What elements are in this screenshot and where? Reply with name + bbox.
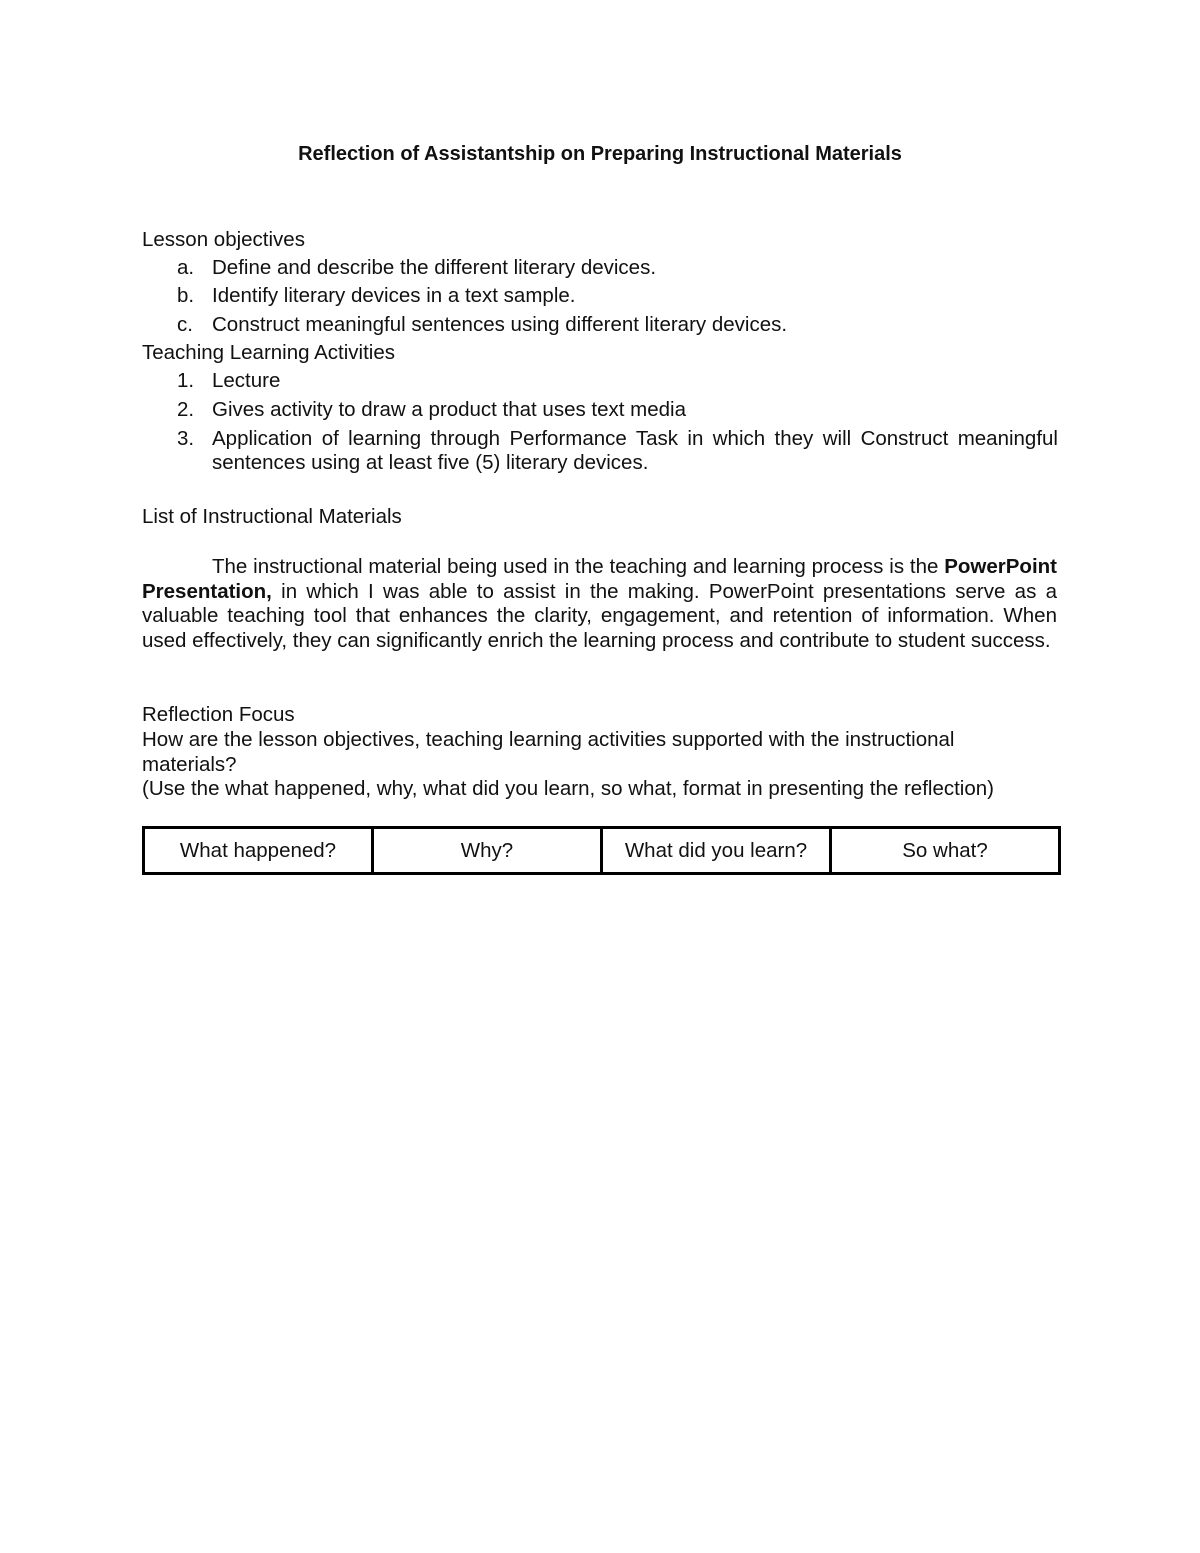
activity-marker-3: 3. xyxy=(177,427,195,450)
table-header-what-happened: What happened? xyxy=(144,828,373,874)
paragraph-bold-text: PowerPoint Presentation, xyxy=(142,555,1057,603)
activity-text-3: Application of learning through Performance Task in which they will Construct meaningful sentences using at least five (5) literary devices. xyxy=(212,427,1058,474)
reflection-table xyxy=(142,826,1061,875)
activity-marker-2: 2. xyxy=(177,398,195,421)
document-title: Reflection of Assistantship on Preparing Instructional Materials xyxy=(298,143,902,165)
activity-text-1: Lecture xyxy=(212,369,281,392)
reflection-focus-heading: Reflection Focus xyxy=(142,703,295,726)
table-header-so-what: So what? xyxy=(831,828,1060,874)
objective-text-c: Construct meaningful sentences using different literary devices. xyxy=(212,313,788,336)
reflection-focus-question: How are the lesson objectives, teaching learning activities supported with the instructional materials? xyxy=(142,728,955,776)
objective-text-a: Define and describe the different literary devices. xyxy=(212,256,657,279)
instructional-materials-paragraph xyxy=(142,555,1057,653)
objective-marker-a: a. xyxy=(177,256,195,279)
objective-marker-c: c. xyxy=(177,313,193,336)
lesson-objectives-heading: Lesson objectives xyxy=(142,228,305,251)
table-header-row xyxy=(144,828,1060,874)
objective-marker-b: b. xyxy=(177,284,195,307)
paragraph-text-end: in which I was able to assist in the making. PowerPoint presentations serve as a valuable teaching tool that enhances the clarity, engagement, and retention of information. When used effectively, they can significantly enrich the learning process and contribute to student success. xyxy=(142,579,1057,652)
table-header-what-did-you-learn: What did you learn? xyxy=(602,828,831,874)
activity-marker-1: 1. xyxy=(177,369,195,392)
teaching-activities-heading: Teaching Learning Activities xyxy=(142,341,395,364)
activity-text-2: Gives activity to draw a product that uses text media xyxy=(212,398,686,421)
table-header-why: Why? xyxy=(373,828,602,874)
paragraph-text-start: The instructional material being used in the teaching and learning process is the xyxy=(212,555,945,578)
reflection-focus-instruction: (Use the what happened, why, what did you learn, so what, format in presenting the reflection) xyxy=(142,777,994,800)
objective-text-b: Identify literary devices in a text sample. xyxy=(212,284,576,307)
instructional-materials-heading: List of Instructional Materials xyxy=(142,505,402,528)
